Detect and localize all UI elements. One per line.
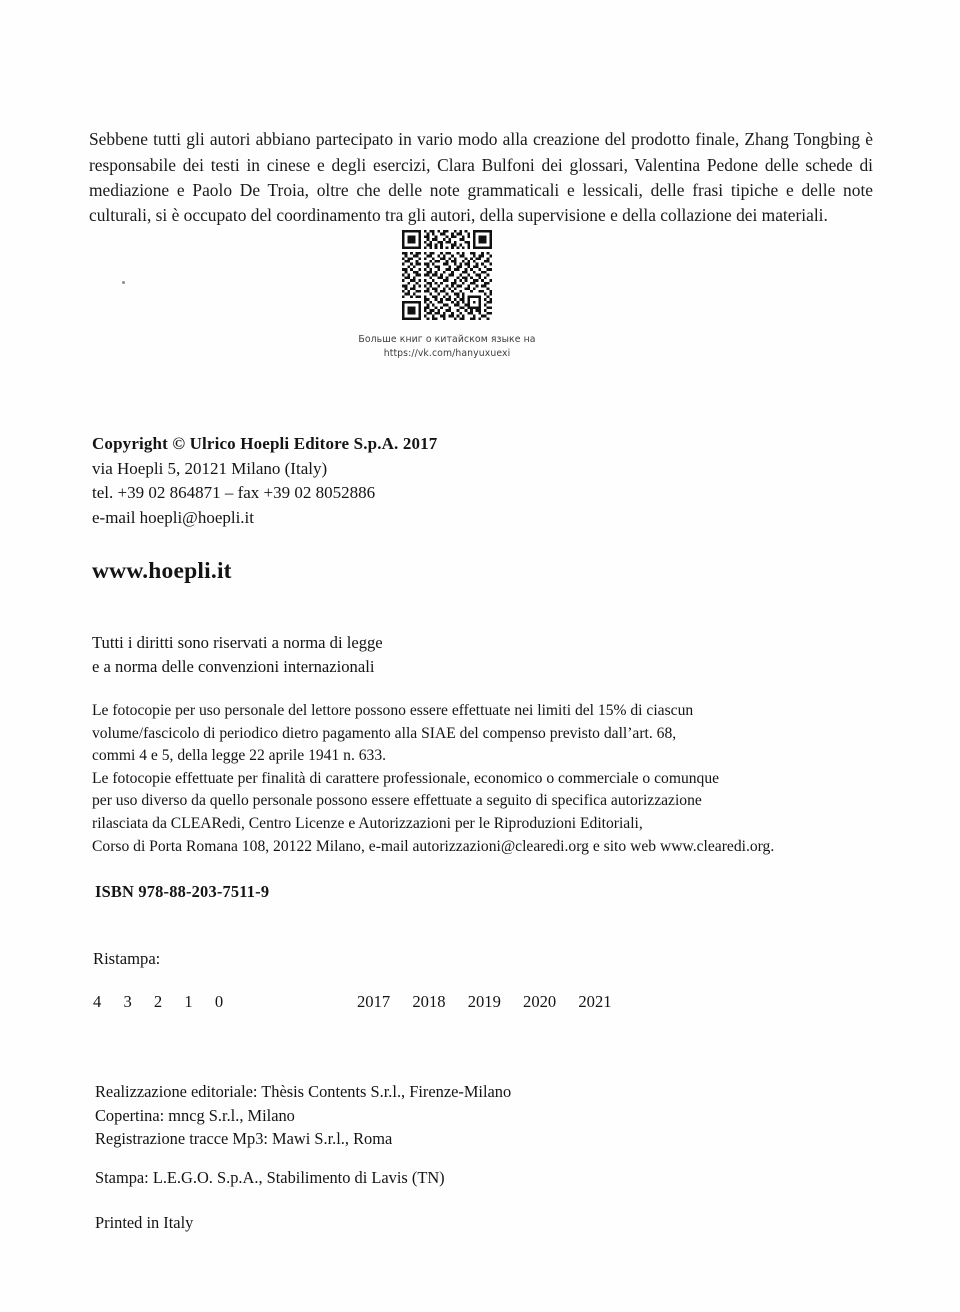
publisher-phone-fax: tel. +39 02 864871 – fax +39 02 8052886: [92, 483, 376, 503]
legal-line-7: Corso di Porta Romana 108, 20122 Milano, e-mail autorizzazioni@clearedi.org e sito web www.clearedi.org.: [92, 837, 775, 855]
isbn-line: ISBN 978-88-203-7511-9: [95, 882, 270, 901]
reprint-numbers: [93, 992, 241, 1012]
qr-code-image: [401, 230, 493, 320]
cover-design-line: Copertina: mncg S.r.l., Milano: [95, 1105, 295, 1125]
legal-line-6: rilasciata da CLEARedi, Centro Licenze e Autorizzazioni per le Riproduzioni Editoriali,: [92, 814, 643, 832]
reprint-number: 3: [123, 992, 133, 1011]
audio-recording-line: Registrazione tracce Mp3: Mawi S.r.l., Roma: [95, 1129, 393, 1149]
reprint-year: 2017: [357, 992, 391, 1011]
reprint-year: 2021: [578, 992, 612, 1011]
publisher-email: e-mail hoepli@hoepli.it: [92, 507, 255, 527]
qr-code-block: [352, 230, 542, 360]
reprint-number: 0: [214, 992, 224, 1011]
legal-line-5: per uso diverso da quello personale possono essere effettuate a seguito di specifica autorizzazione: [92, 792, 702, 810]
photocopy-legal-block: [92, 700, 852, 858]
legal-line-4: Le fotocopie effettuate per finalità di carattere professionale, economico o commerciale o comunque: [92, 769, 720, 787]
qr-caption: [352, 333, 542, 360]
reprint-number: 2: [153, 992, 163, 1011]
publisher-address: via Hoepli 5, 20121 Milano (Italy): [92, 458, 328, 478]
authors-credits-paragraph: Sebbene tutti gli autori abbiano partecipato in vario modo alla creazione del prodotto finale, Zhang Tongbing è responsabile dei testi in cinese e degli esercizi, Clara Bulfoni dei glossari, Valentina Pedone delle schede di mediazione e Paolo De Troia, oltre che delle note grammaticali e lessicali, delle frasi tipiche e delle note culturali, si è occupato del coordinamento tra gli autori, della supervisione e della collazione dei materiali.: [89, 129, 873, 225]
reprint-years: [357, 992, 630, 1012]
printing-line: Stampa: L.E.G.O. S.p.A., Stabilimento di Lavis (TN): [95, 1168, 445, 1187]
printed-in-line: Printed in Italy: [95, 1213, 194, 1232]
copyright-line: Copyright © Ulrico Hoepli Editore S.p.A. 2017: [92, 434, 438, 453]
legal-line-1: Le fotocopie per uso personale del lettore possono essere effettuate nei limiti del 15% di ciascun: [92, 702, 694, 719]
rights-line-1: Tutti i diritti sono riservati a norma di legge: [92, 633, 383, 652]
rights-line-2: e a norma delle convenzioni internazionali: [92, 656, 375, 676]
reprint-label: Ristampa:: [93, 949, 161, 968]
publisher-info-block: [92, 432, 437, 530]
editorial-production-line: Realizzazione editoriale: Thèsis Contents S.r.l., Firenze-Milano: [95, 1082, 512, 1101]
legal-line-2: volume/fascicolo di periodico dietro pagamento alla SIAE del compenso previsto dall’art. 68,: [92, 724, 677, 742]
reprint-year: 2018: [412, 992, 446, 1011]
reprint-number: 4: [93, 992, 102, 1011]
reprint-year: 2020: [523, 992, 557, 1011]
rights-reserved-block: [92, 631, 383, 678]
scan-artifact-speck: [122, 281, 125, 284]
reprint-number: 1: [184, 992, 194, 1011]
colophon-block: [95, 1080, 511, 1151]
legal-line-3: commi 4 e 5, della legge 22 aprile 1941 n. 633.: [92, 747, 387, 765]
qr-caption-line-2: https://vk.com/hanyuxuexi: [383, 347, 511, 359]
qr-caption-line-1: Больше книг о китайском языке на: [358, 334, 536, 345]
reprint-year: 2019: [467, 992, 501, 1011]
publisher-website: www.hoepli.it: [92, 558, 232, 584]
